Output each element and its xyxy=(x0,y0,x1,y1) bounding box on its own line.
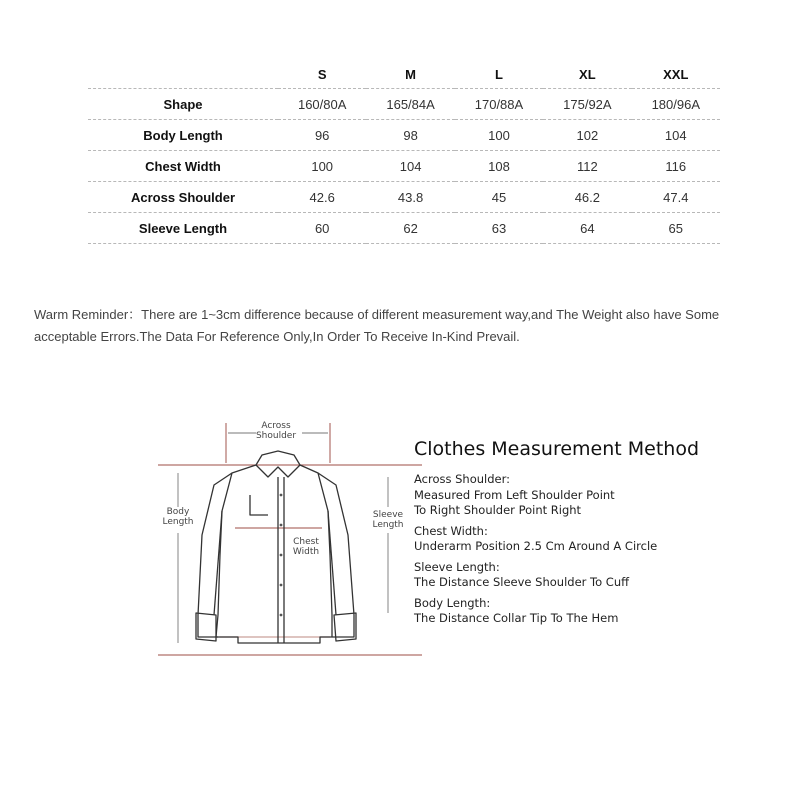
method-title: Clothes Measurement Method xyxy=(414,438,700,460)
size-header-row xyxy=(88,60,720,89)
method-item-across-shoulder xyxy=(414,472,754,519)
table-cell: 165/84A xyxy=(386,96,435,112)
measurement-method xyxy=(414,438,754,632)
table-cell: 104 xyxy=(399,158,422,174)
table-row-shape xyxy=(88,89,720,120)
table-cell: 180/96A xyxy=(651,96,700,112)
table-cell: 60 xyxy=(314,220,330,236)
table-cell: 104 xyxy=(664,127,687,143)
row-label: Body Length xyxy=(143,127,223,143)
body-length-label-line-2: Length xyxy=(162,517,194,527)
method-text: The Distance Sleeve Shoulder To Cuff xyxy=(414,575,630,589)
table-cell: 108 xyxy=(488,158,510,174)
table-row-sleeve-length xyxy=(88,213,720,244)
table-cell: 64 xyxy=(580,220,595,236)
sleeve-length-label-line-1: Sleeve xyxy=(372,510,404,520)
method-heading: Across Shoulder: xyxy=(414,472,511,486)
chest-width-label-line-1: Chest xyxy=(293,537,319,547)
method-item-body-length xyxy=(414,596,754,627)
table-cell: 42.6 xyxy=(309,189,335,205)
size-header-s: S xyxy=(317,66,327,82)
warm-reminder xyxy=(34,304,774,348)
header-corner xyxy=(88,60,278,89)
table-row-across-shoulder xyxy=(88,182,720,213)
table-cell: 100 xyxy=(488,127,510,143)
shirt-measurement-diagram xyxy=(150,415,430,665)
size-header-l: L xyxy=(495,66,503,82)
table-cell: 98 xyxy=(403,127,418,143)
size-header-xxl: XXL xyxy=(663,66,689,82)
row-label: Chest Width xyxy=(145,158,221,174)
table-cell: 170/88A xyxy=(474,96,524,112)
method-text: Measured From Left Shoulder Point xyxy=(414,487,615,502)
table-cell: 63 xyxy=(491,220,507,236)
chest-width-label xyxy=(284,537,328,557)
method-text: The Distance Collar Tip To The Hem xyxy=(414,611,619,625)
shirt-outline xyxy=(196,451,356,643)
size-chart-table xyxy=(88,60,720,244)
size-header-xl: XL xyxy=(579,66,596,82)
table-cell: 47.4 xyxy=(663,189,689,205)
sleeve-length-label-line-2: Length xyxy=(372,520,404,530)
size-header-m: M xyxy=(405,66,416,82)
chest-width-label-line-2: Width xyxy=(292,547,320,557)
table-cell: 112 xyxy=(577,158,598,174)
table-cell: 45 xyxy=(491,189,507,205)
body-length-label xyxy=(156,507,200,527)
table-cell: 175/92A xyxy=(563,96,612,112)
sleeve-length-label xyxy=(366,510,410,530)
method-heading: Chest Width: xyxy=(414,523,488,538)
table-cell: 160/80A xyxy=(297,96,347,112)
across-shoulder-label xyxy=(250,421,302,441)
method-heading: Body Length: xyxy=(414,595,491,610)
row-label: Across Shoulder xyxy=(130,189,236,205)
method-text: Underarm Position 2.5 Cm Around A Circle xyxy=(414,539,658,553)
table-cell: 65 xyxy=(668,220,684,236)
method-item-chest-width xyxy=(414,524,754,555)
method-text: To Right Shoulder Point Right xyxy=(414,503,582,517)
across-shoulder-label-line-1: Across xyxy=(261,421,291,431)
table-cell: 96 xyxy=(314,127,330,143)
across-shoulder-label-line-2: Shoulder xyxy=(255,431,297,441)
table-cell: 43.8 xyxy=(397,189,424,205)
table-row-chest-width xyxy=(88,151,720,182)
row-label: Sleeve Length xyxy=(138,220,228,236)
reminder-line-2: acceptable Errors.The Data For Reference Only,In Order To Receive In-Kind Prevail. xyxy=(34,329,520,344)
row-label: Shape xyxy=(163,96,203,112)
table-cell: 102 xyxy=(576,127,599,143)
button-dots xyxy=(280,494,283,617)
body-length-label-line-1: Body xyxy=(166,507,190,517)
method-item-sleeve-length xyxy=(414,560,754,591)
table-cell: 62 xyxy=(403,220,418,236)
method-heading: Sleeve Length: xyxy=(414,559,500,574)
table-cell: 100 xyxy=(311,158,334,174)
table-cell: 116 xyxy=(665,158,687,174)
table-cell: 46.2 xyxy=(574,189,601,205)
reminder-line-1: Warm Reminder：There are 1~3cm difference because of different measurement way,and The Weight also have Some xyxy=(34,307,720,322)
table-row-body-length xyxy=(88,120,720,151)
